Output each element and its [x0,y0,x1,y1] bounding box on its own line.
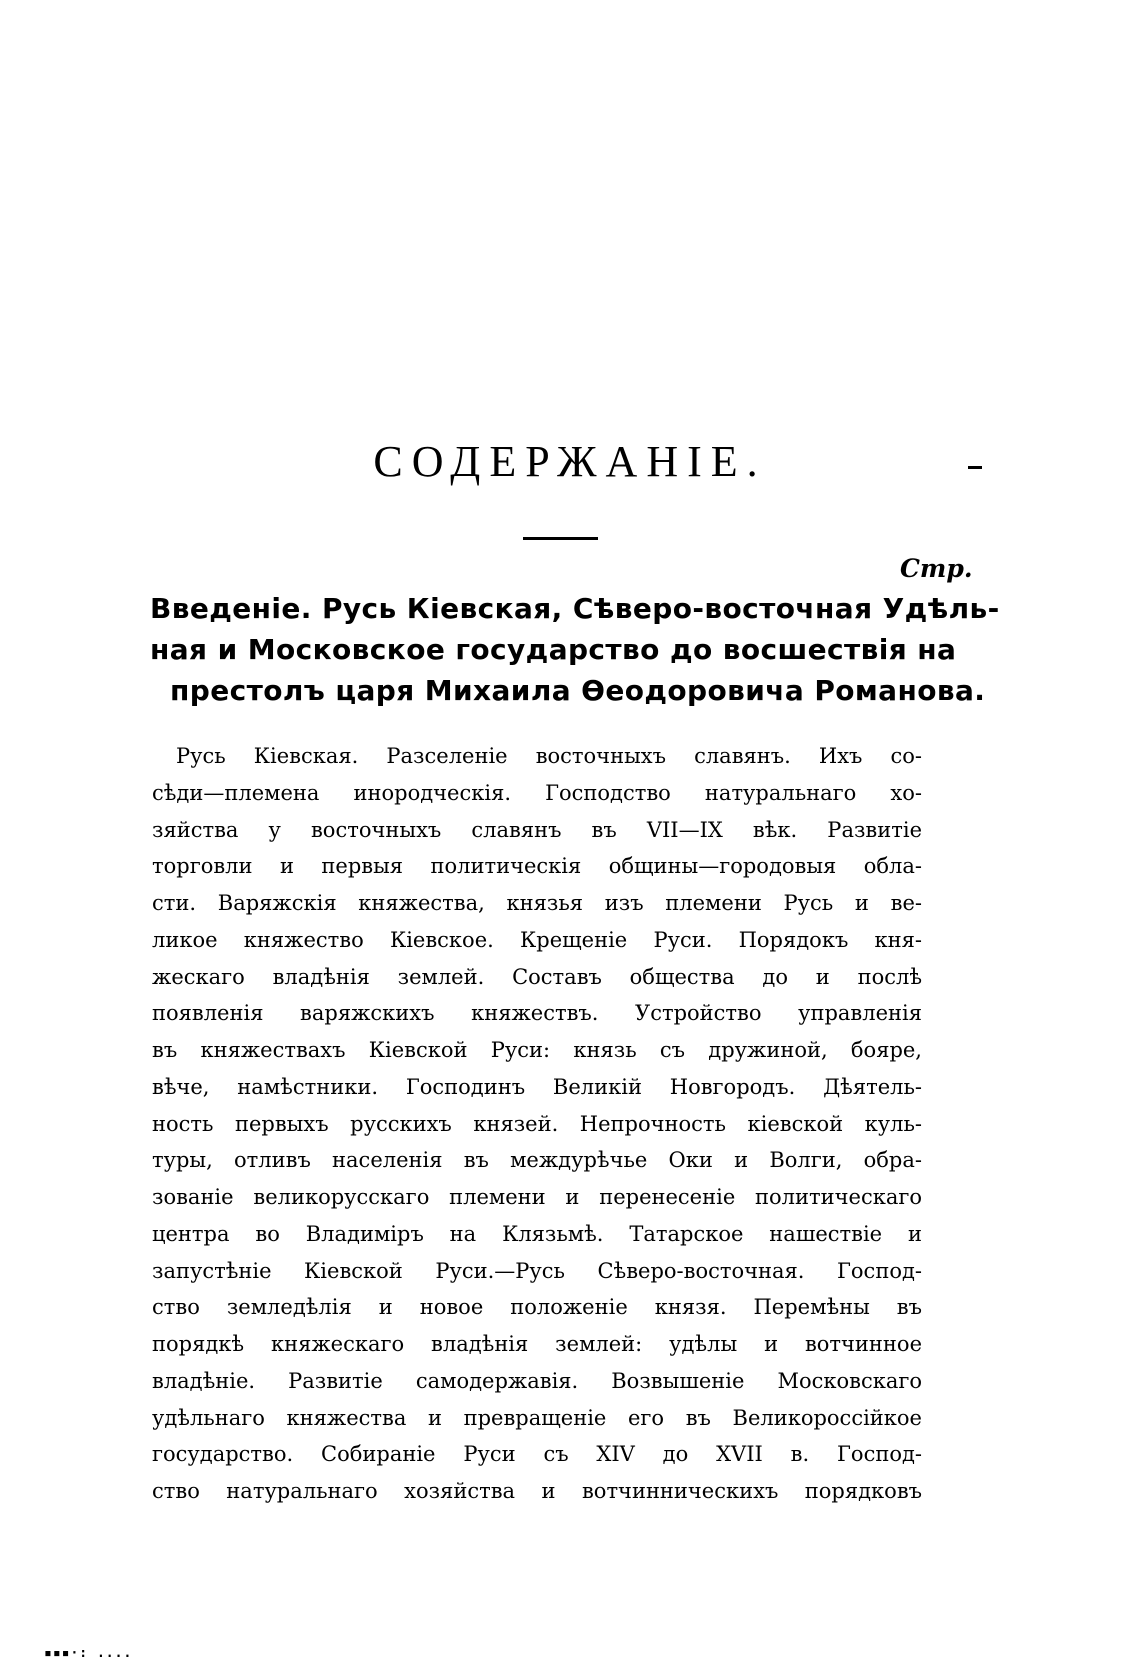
body-line: зяйства у восточныхъ славянъ въ VII—IX вѣк. Развитіе [152,817,922,842]
body-line: ство земледѣлія и новое положеніе князя. Перемѣны въ [152,1295,922,1320]
section-heading [150,588,1000,711]
body-line: появленія варяжскихъ княжествъ. Устройство управленія [152,1001,922,1026]
body-line: владѣніе. Развитіе самодержавія. Возвышеніе Московскаго [152,1368,922,1393]
body-line: туры, отливъ населенія въ междурѣчье Оки и Волги, обра- [152,1148,922,1173]
heading-line: престолъ царя Михаила Өеодоровича Романова. [170,674,986,707]
body-line: сѣди—племена инородческія. Господство натуральнаго хо- [152,780,922,805]
body-line: ность первыхъ русскихъ князей. Непрочность кіевской куль- [152,1111,922,1136]
body-line: центра во Владиміръ на Клязьмѣ. Татарское нашествіе и [152,1221,922,1246]
scan-footer-mark: ▪▪▪·: .... [44,1646,133,1661]
page-title: СОДЕРЖАНІЕ. [373,437,767,486]
page-tick-mark [968,466,982,469]
body-line: торговли и первыя политическія общины—городовыя обла- [152,854,922,879]
body-line: вѣче, намѣстники. Господинъ Великій Новгородъ. Дѣятель- [152,1074,922,1099]
body-line: запустѣніе Кіевской Руси.—Русь Сѣверо-восточная. Господ- [152,1258,922,1283]
body-line: сти. Варяжскія княжества, князья изъ племени Русь и ве- [152,891,922,915]
body-line: государство. Собираніе Руси съ XIV до XVII в. Господ- [152,1442,922,1467]
body-line: ликое княжество Кіевское. Крещеніе Руси. Порядокъ кня- [152,927,922,952]
heading-line: ная и Московское государство до восшествія на [150,633,957,666]
body-line: удѣльнаго княжества и превращеніе его въ Великороссійкое [152,1405,922,1430]
heading-line: Введеніе. Русь Кіевская, Сѣверо-восточная Удѣль- [150,592,1000,625]
body-line: Русь Кіевская. Разселеніе восточныхъ славянъ. Ихъ со- [176,744,922,768]
body-line: зованіе великорусскаго племени и перенесеніе политическаго [152,1185,922,1209]
body-line: въ княжествахъ Кіевской Руси: князь съ дружиной, бояре, [152,1038,922,1062]
title-rule [523,537,598,540]
body-line: жескаго владѣнія землей. Составъ общества до и послѣ [152,964,922,989]
page-column-label: Стр. [900,554,973,583]
body-line: порядкѣ княжескаго владѣнія землей: удѣлы и вотчинное [152,1332,922,1356]
section-body [152,738,922,1510]
body-line: ство натуральнаго хозяйства и вотчинническихъ порядковъ [152,1479,922,1503]
